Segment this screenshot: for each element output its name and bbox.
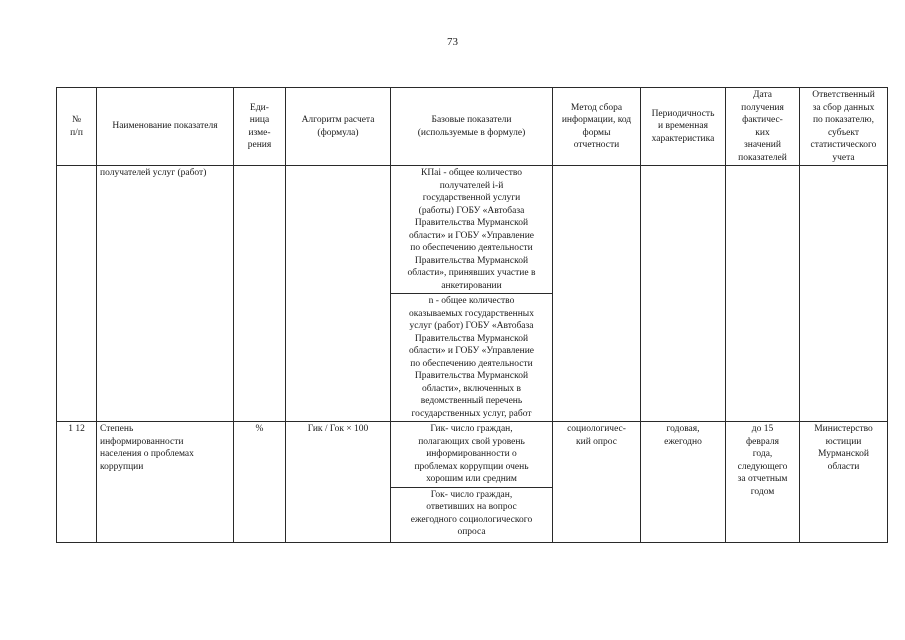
unit-cell: % — [234, 422, 286, 543]
header-line: характеристика — [651, 133, 715, 144]
header-line: значений — [744, 140, 781, 150]
text-line: годовая, — [666, 424, 700, 434]
method-text — [556, 423, 637, 448]
header-line: изме- — [248, 127, 271, 138]
text-line: информированности — [100, 436, 184, 447]
header-line: Еди- — [250, 102, 269, 113]
text-line: Гик- число граждан, — [430, 424, 513, 434]
header-base — [391, 88, 553, 166]
unit-cell — [234, 166, 286, 422]
algo-cell — [286, 166, 391, 422]
header-algo — [286, 88, 391, 166]
text-line: следующего — [737, 461, 788, 472]
header-line: Дата — [753, 90, 772, 100]
text-line: получателей і-й — [439, 180, 504, 191]
text-line: кий опрос — [576, 436, 617, 447]
text-line: коррупции — [100, 461, 144, 472]
text-line: области» и ГОБУ «Управление — [408, 346, 535, 356]
header-name — [97, 88, 234, 166]
text-line: ведомственный перечень — [420, 396, 523, 406]
header-line: Наименование показателя — [112, 121, 218, 132]
text-line: ежегодно — [664, 436, 702, 447]
text-line: по обеспечению деятельности — [410, 358, 533, 369]
indicators-table — [56, 87, 888, 543]
header-method — [553, 88, 641, 166]
header-line: Алгоритм расчета — [301, 115, 375, 125]
num-cell — [57, 166, 97, 422]
period-text — [644, 423, 722, 448]
text-line: Правительства Мурманской — [414, 218, 529, 228]
text-line: хорошим или средним — [426, 474, 517, 484]
resp-cell — [800, 422, 888, 543]
base-text — [394, 295, 549, 420]
text-line: социологичес- — [567, 424, 626, 434]
text-line: государственных услуг, работ — [411, 408, 532, 419]
base-text — [394, 167, 549, 292]
num-cell: 1 12 — [57, 422, 97, 543]
date-cell — [726, 166, 800, 422]
text-line: (работы) ГОБУ «Автобаза — [418, 205, 525, 216]
header-line: информации, код — [561, 115, 632, 125]
text-line: области», включенных в — [422, 383, 521, 394]
text-line: информированности о — [426, 449, 517, 459]
header-line: ница — [249, 115, 270, 125]
header-line: отчетности — [573, 140, 620, 150]
text-line: n - общее количество — [428, 296, 515, 306]
date-text — [729, 423, 796, 498]
text-line: ответивших на вопрос — [426, 502, 517, 512]
header-line: получения — [741, 102, 784, 113]
header-line: (формула) — [317, 127, 359, 138]
table-row — [57, 166, 888, 294]
header-line: по показателю, — [812, 115, 875, 125]
header-row — [57, 88, 888, 166]
text-line: Гок- число граждан, — [430, 489, 513, 500]
header-date — [726, 88, 800, 166]
date-cell — [726, 422, 800, 543]
text-line: анкетировании — [441, 280, 502, 291]
text-line: февраля — [745, 436, 780, 447]
header-line: учета — [832, 152, 855, 163]
header-line: Ответственный — [812, 90, 875, 100]
text-line: КПаі - общее количество — [420, 168, 523, 178]
name-continuation: получателей услуг (работ) — [100, 168, 207, 178]
text-line: Министерство — [814, 424, 873, 434]
header-line: формы — [582, 127, 611, 138]
header-unit — [234, 88, 286, 166]
text-line: Правительства Мурманской — [414, 255, 529, 266]
base-cell — [391, 487, 553, 542]
resp-cell — [800, 166, 888, 422]
period-cell — [641, 422, 726, 543]
header-line: рения — [247, 140, 272, 150]
text-line: области», принявших участие в — [407, 268, 536, 278]
header-num — [57, 88, 97, 166]
text-line: Мурманской — [818, 449, 869, 459]
text-line: оказываемых государственных — [409, 308, 534, 319]
header-line: и временная — [658, 121, 708, 132]
base-text — [394, 423, 549, 486]
header-line: субъект — [827, 127, 860, 138]
text-line: Правительства Мурманской — [414, 371, 529, 381]
header-line: № — [71, 115, 82, 125]
header-period — [641, 88, 726, 166]
base-cell — [391, 294, 553, 422]
text-line: за отчетным — [737, 474, 788, 484]
text-line: Правительства Мурманской — [414, 333, 529, 344]
text-line: опроса — [457, 527, 486, 537]
method-cell — [553, 166, 641, 422]
base-cell — [391, 166, 553, 294]
text-line: юстиции — [825, 436, 862, 447]
header-line: (используемые в формуле) — [417, 127, 526, 138]
table-row — [57, 422, 888, 488]
text-line: населения о проблемах — [100, 449, 194, 459]
text-line: по обеспечению деятельности — [410, 243, 533, 253]
indicator-name — [100, 423, 230, 473]
header-line: п/п — [70, 127, 83, 138]
name-cell — [97, 422, 234, 543]
text-line: ежегодного социологического — [410, 514, 533, 525]
text-line: области — [827, 461, 860, 472]
period-cell — [641, 166, 726, 422]
header-line: Базовые показатели — [431, 115, 512, 125]
base-text — [394, 489, 549, 539]
text-line: государственной услуги — [422, 193, 521, 203]
header-line: статистического — [810, 140, 877, 150]
algo-cell: Гик / Гок × 100 — [286, 422, 391, 543]
text-line: до 15 — [751, 424, 774, 434]
text-line: проблемах коррупции очень — [414, 461, 529, 472]
resp-text — [803, 423, 884, 473]
text-line: услуг (работ) ГОБУ «Автобаза — [409, 321, 534, 331]
page-number: 73 — [447, 36, 458, 48]
text-line: полагающих свой уровень — [418, 436, 525, 447]
header-line: фактичес- — [742, 115, 783, 125]
header-line: ких — [755, 127, 770, 138]
text-line: года, — [752, 449, 773, 459]
text-line: области» и ГОБУ «Управление — [408, 230, 535, 241]
method-cell — [553, 422, 641, 543]
header-line: Периодичность — [651, 108, 715, 119]
header-line: за сбор данных — [812, 102, 875, 113]
header-resp — [800, 88, 888, 166]
name-cell — [97, 166, 234, 422]
header-line: Метод сбора — [570, 102, 623, 113]
base-cell — [391, 422, 553, 488]
header-line: показателей — [738, 152, 787, 163]
text-line: годом — [750, 486, 775, 497]
text-line: Степень — [100, 424, 134, 434]
